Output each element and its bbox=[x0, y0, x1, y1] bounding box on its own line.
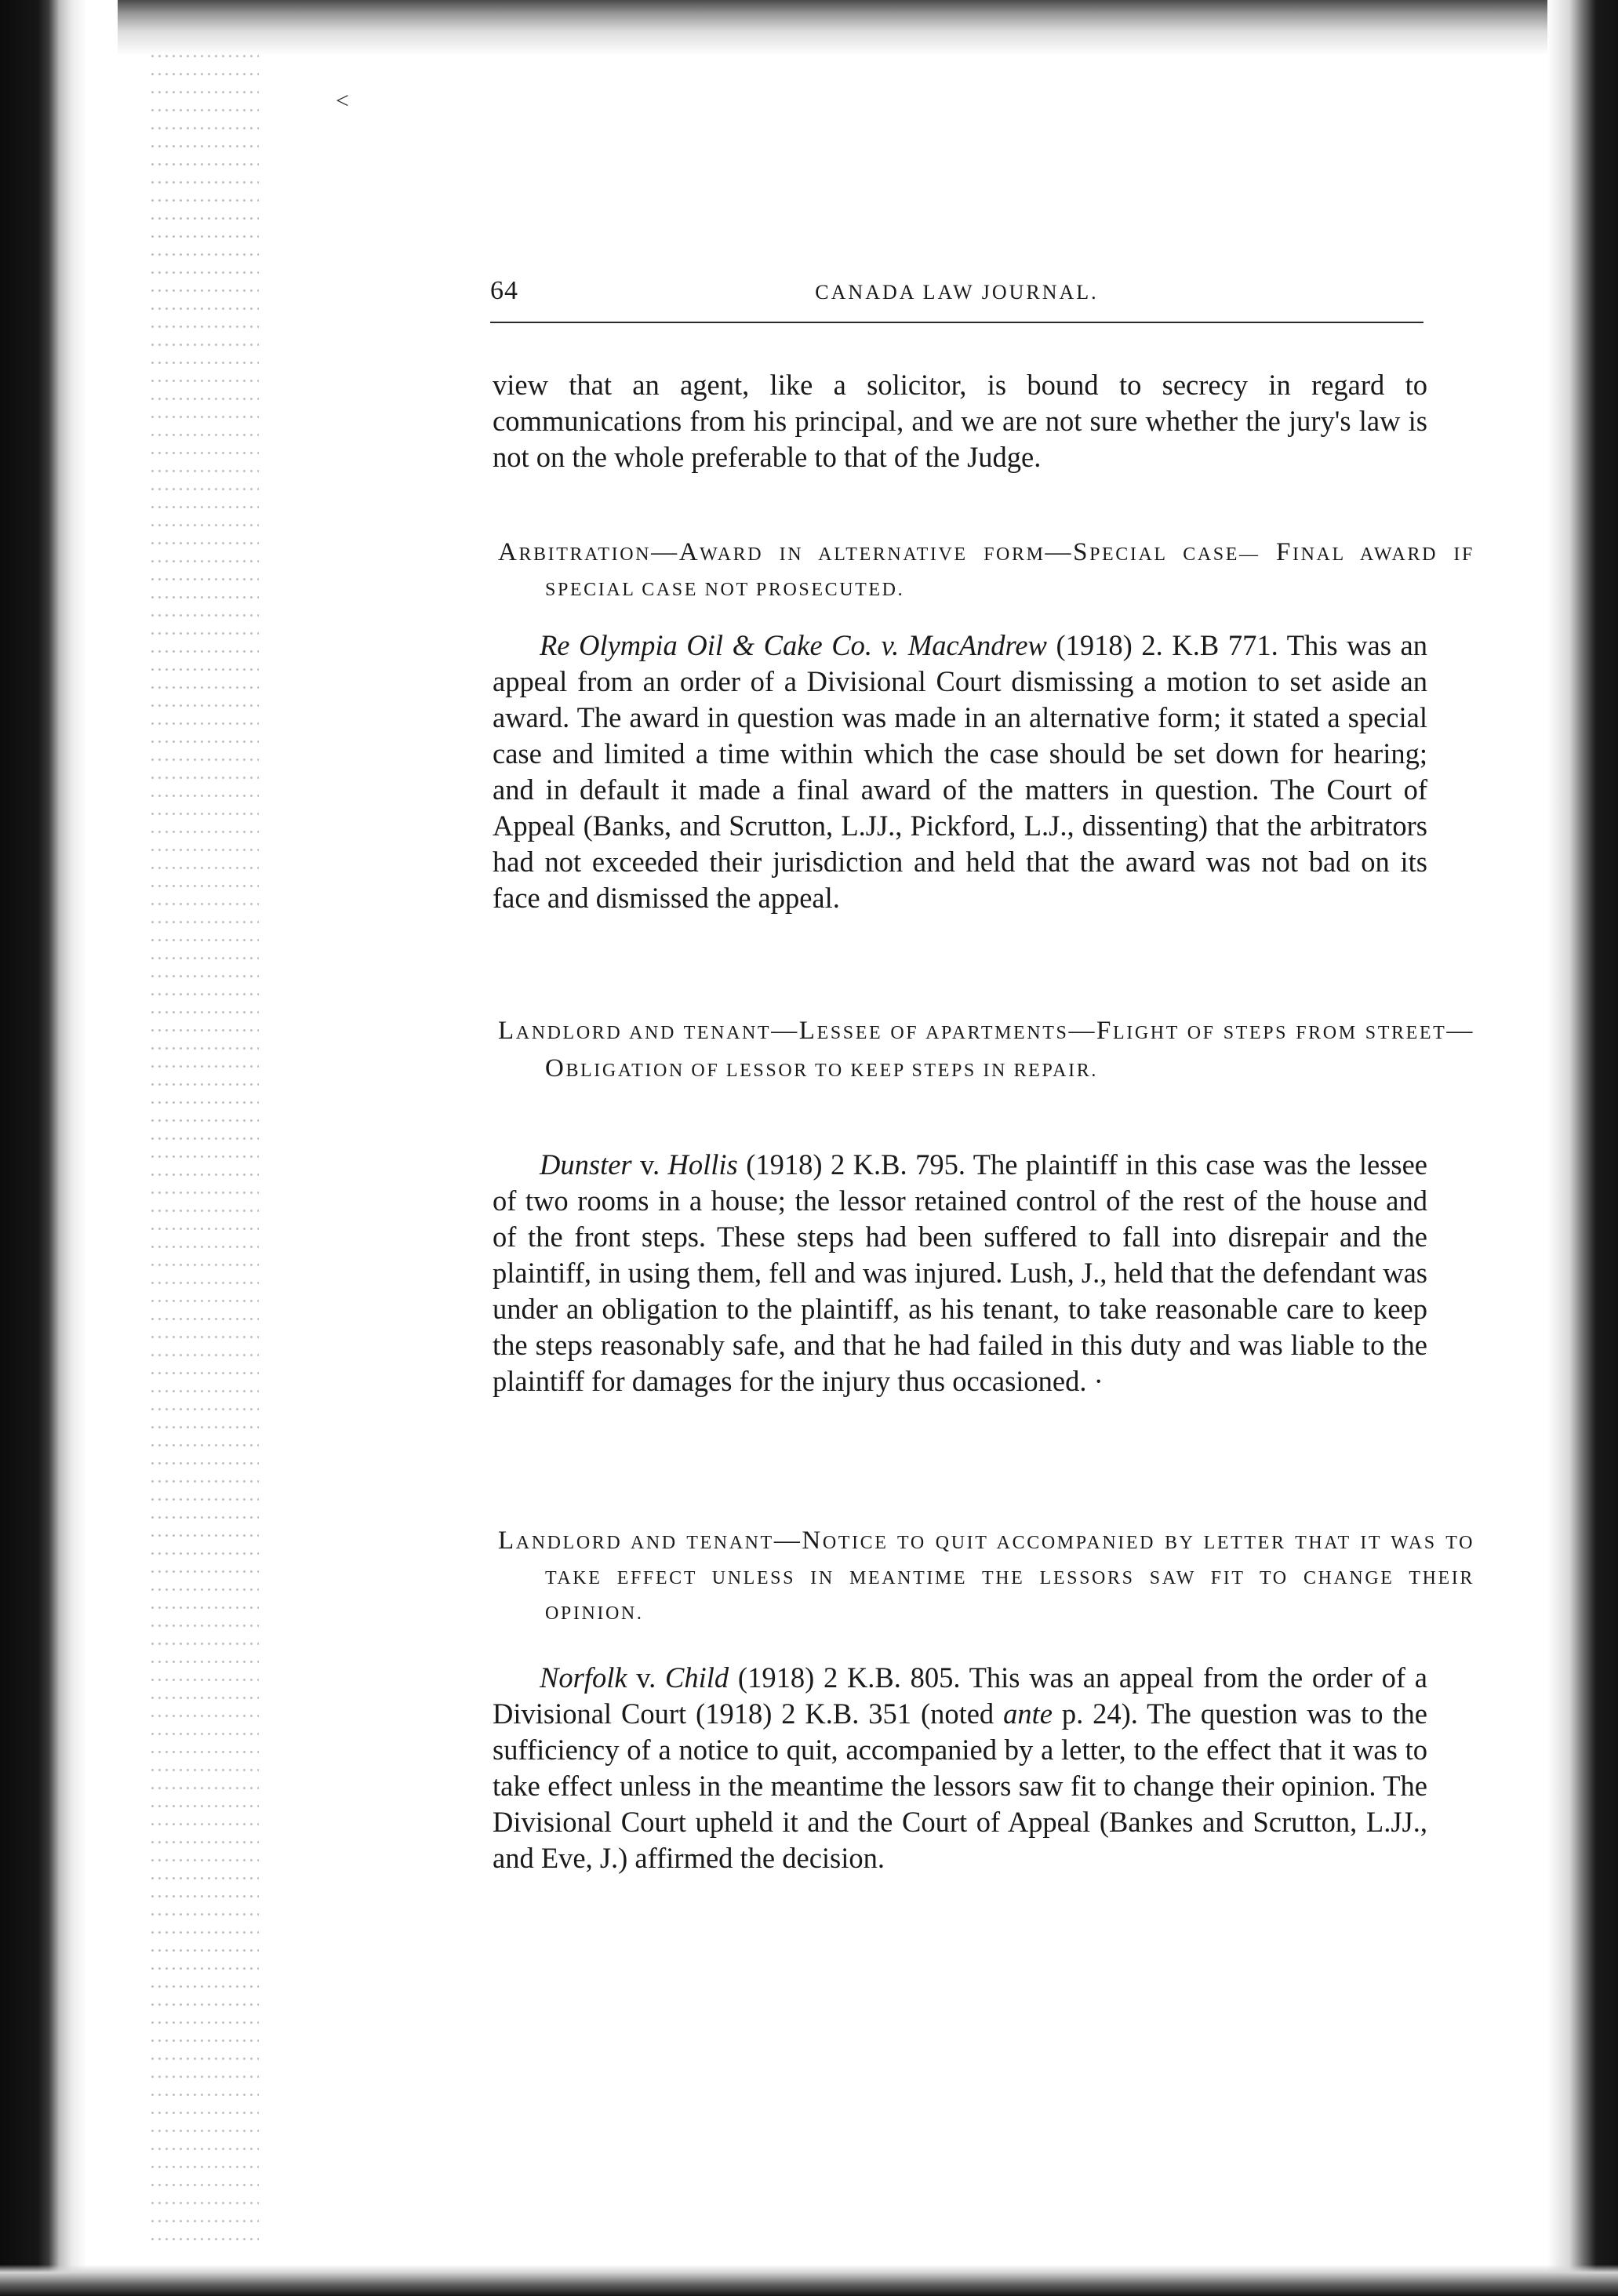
journal-title: CANADA LAW JOURNAL. bbox=[815, 281, 1099, 304]
scan-right-edge bbox=[1547, 0, 1618, 2296]
intro-paragraph: view that an agent, like a solicitor, is bound to secrecy in regard to communications from his principal, and we are not sure whether the jury's law is not on the whole preferable to that of the Judge. bbox=[493, 369, 1427, 473]
case-citation-name: Hollis bbox=[667, 1148, 738, 1181]
scan-mark: < bbox=[336, 88, 349, 114]
scan-top-edge bbox=[118, 0, 1618, 55]
case-summary: The plaintiff in this case was the lessee of two rooms in a house; the lessor retained control of the rest of the house and of the front steps. These steps had been suffered to fall into disrepair and the plaintiff, in using them, fell and was injured. Lush, J., held that the defendant was under an obligation to the plaintiff, as his tenant, to take reasonable care to keep the steps reasonably safe, and that he had failed in this duty and was liable to the plaintiff for damages for the injury thus occasioned. · bbox=[493, 1148, 1427, 1397]
case-citation-name: Norfolk bbox=[540, 1661, 627, 1694]
page-number: 64 bbox=[490, 276, 518, 305]
scan-margin-speckle bbox=[149, 47, 259, 2243]
case-heading-lessee-apartments: LANDLORD AND TENANT—LESSEE OF APARTMENTS—FLIGHT OF STEPS FROM STREET—OBLIGATION OF LESSOR TO KEEP STEPS IN REPAIR. bbox=[498, 1017, 1474, 1083]
case-citation-ref: (1918) 2 K.B. 805. bbox=[729, 1661, 961, 1694]
case-citation-name: Re Olympia Oil & Cake Co. v. MacAndrew bbox=[540, 629, 1047, 661]
case-citation-ref: (1918) 2 K.B. 795. bbox=[737, 1148, 965, 1181]
running-head bbox=[490, 276, 1423, 315]
case-body-dunster-hollis: Dunster v. Hollis (1918) 2 K.B. 795. The plaintiff in this case was the lessee of two rooms in a house; the lessor retained control of the rest of the house and of the front steps. These steps had been suffered to fall into disrepair and the plaintiff, in using them, fell and was injured. Lush, J., held that the defendant was under an obligation to the plaintiff, as his tenant, to take reasonable care to keep the steps reasonably safe, and that he had failed in this duty and was liable to the plaintiff for damages for the injury thus occasioned. · bbox=[493, 1148, 1427, 1397]
case-summary: This was an appeal from an order of a Divisional Court dismissing a motion to set aside an award. The award in question was made in an alternative form; it stated a special case and limited a time within which the case should be set down for hearing; and in default it made a final award of the matters in question. The Court of Appeal (Banks, and Scrutton, L.JJ., Pickford, L.J., dissenting) that the arbitrators had not exceeded their jurisdiction and held that the award was not bad on its face and dismissed the appeal. bbox=[493, 629, 1428, 914]
scan-bottom-edge bbox=[0, 2265, 1618, 2296]
case-heading-arbitration: ARBITRATION—AWARD IN ALTERNATIVE FORM—SPECIAL CASE— FINAL AWARD IF SPECIAL CASE NOT PROSECUTED. bbox=[498, 538, 1474, 600]
scan-left-edge bbox=[0, 0, 118, 2296]
case-body-olympia-oil bbox=[493, 628, 1427, 916]
case-heading-notice-to-quit: LANDLORD AND TENANT—NOTICE TO QUIT ACCOMPANIED BY LETTER THAT IT WAS TO TAKE EFFECT UNLESS IN MEANTIME THE LESSORS SAW FIT TO CHANGE THEIR OPINION. bbox=[498, 1526, 1475, 1624]
case-citation-name: Child bbox=[665, 1661, 729, 1694]
header-rule bbox=[490, 322, 1423, 323]
case-citation-name: Dunster bbox=[540, 1148, 632, 1181]
case-citation-ref: (1918) 2. K.B 771. bbox=[1046, 629, 1278, 661]
case-body-norfolk-child: Norfolk v. Child (1918) 2 K.B. 805. This was an appeal from the order of a Divisional Court (1918) 2 K.B. 351 (noted ante p. 24). The question was to the sufficiency of a notice to quit, accompanied by a letter, to the effect that it was to take effect unless in the meantime the lessors saw fit to change their opinion. The Divisional Court upheld it and the Court of Appeal (Bankes and Scrutton, L.JJ., and Eve, J.) affirmed the decision. bbox=[493, 1661, 1427, 1874]
